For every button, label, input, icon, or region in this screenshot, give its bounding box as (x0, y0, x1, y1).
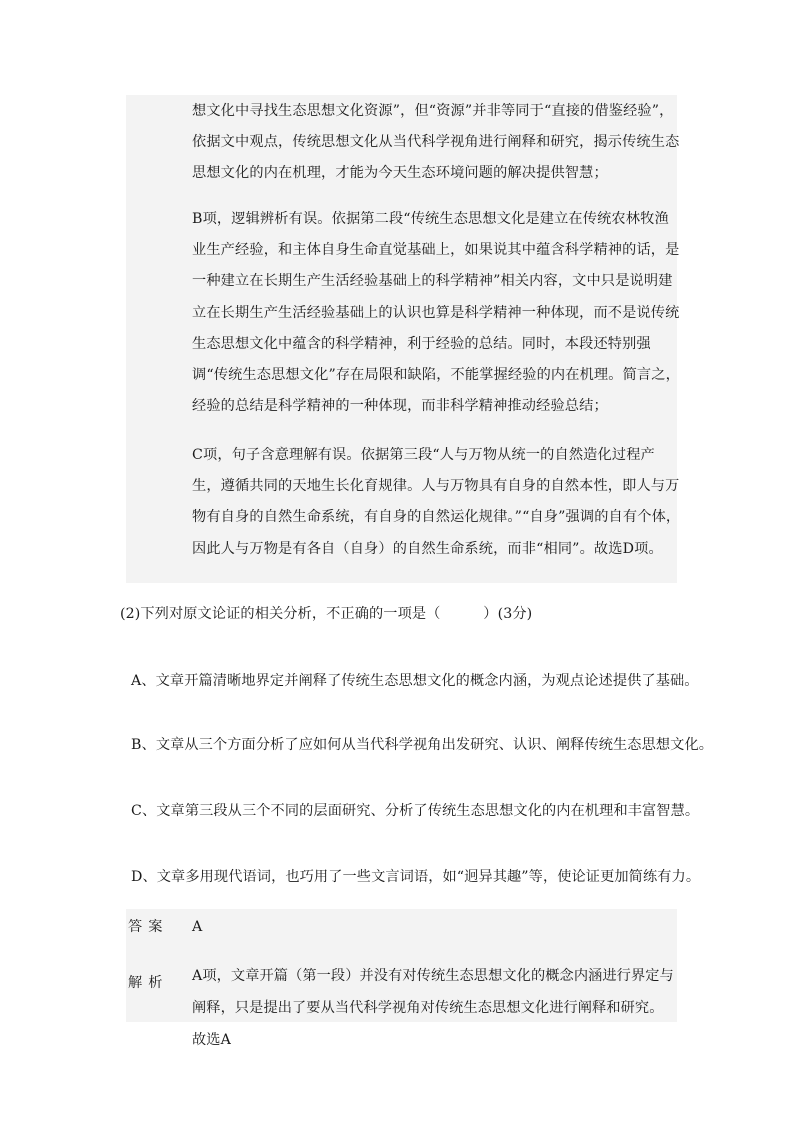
explanation-paragraph-b: B项，逻辑辨析有误。依据第二段“传统生态思想文化是建立在传统农林牧渔业生产经验，和主体自身生命直觉基础上，如果说其中蕴含科学精神的话，是一种建立在长期生产生活经验基础上的科学精神”相关内容，文中只是说明建立在长期生产生活经验基础上的认识也算是科学精神一种体现，而不是说传统生态思想文化中蕴含的科学精神，利于经验的总结。同时，本段还特别强调“传统生态思想文化”存在局限和缺陷，不能掌握经验的内在机理。简言之，经验的总结是科学精神的一种体现，而非科学精神推动经验总结； (192, 211, 680, 415)
option-d: D、文章多用现代语词，也巧用了一些文言词语，如“迥异其趣”等，使论证更加简练有力。 (131, 869, 701, 885)
question-stem: (2)下列对原文论证的相关分析，不正确的一项是（ ）(3分) (120, 606, 533, 622)
option-c: C、文章第三段从三个不同的层面研究、分析了传统生态思想文化的内在机理和丰富智慧。 (131, 803, 700, 819)
answer-label: 答案 (128, 919, 169, 935)
answer-value: A (192, 919, 203, 935)
analysis-label: 解析 (128, 975, 169, 991)
option-b: B、文章从三个方面分析了应如何从当代科学视角出发研究、认识、阐释传统生态思想文化。 (131, 737, 714, 753)
analysis-text: A项，文章开篇（第一段）并没有对传统生态思想文化的概念内涵进行界定与阐释，只是提出了要从当代科学视角对传统生态思想文化进行阐释和研究。故选A (192, 968, 674, 1048)
explanation-paragraph-c: C项，句子含意理解有误。依据第三段“人与万物从统一的自然造化过程产生，遵循共同的天地生长化育规律。人与万物具有自身的自然本性，即人与万物有自身的自然生命系统，有自身的自然运化规律。”“自身”强调的自有个体，因此人与万物是有各自（自身）的自然生命系统，而非“相同”。故选D项。 (192, 447, 681, 557)
option-a: A、文章开篇清晰地界定并阐释了传统生态思想文化的概念内涵，为观点论述提供了基础。 (131, 673, 699, 689)
explanation-paragraph-1: 想文化中寻找生态思想文化资源”，但“资源”并非等同于“直接的借鉴经验”，依据文中观点，传统思想文化从当代科学视角进行阐释和研究，揭示传统生态思想文化的内在机理，才能为今天生态环境问题的解决提供智慧； (192, 103, 680, 182)
